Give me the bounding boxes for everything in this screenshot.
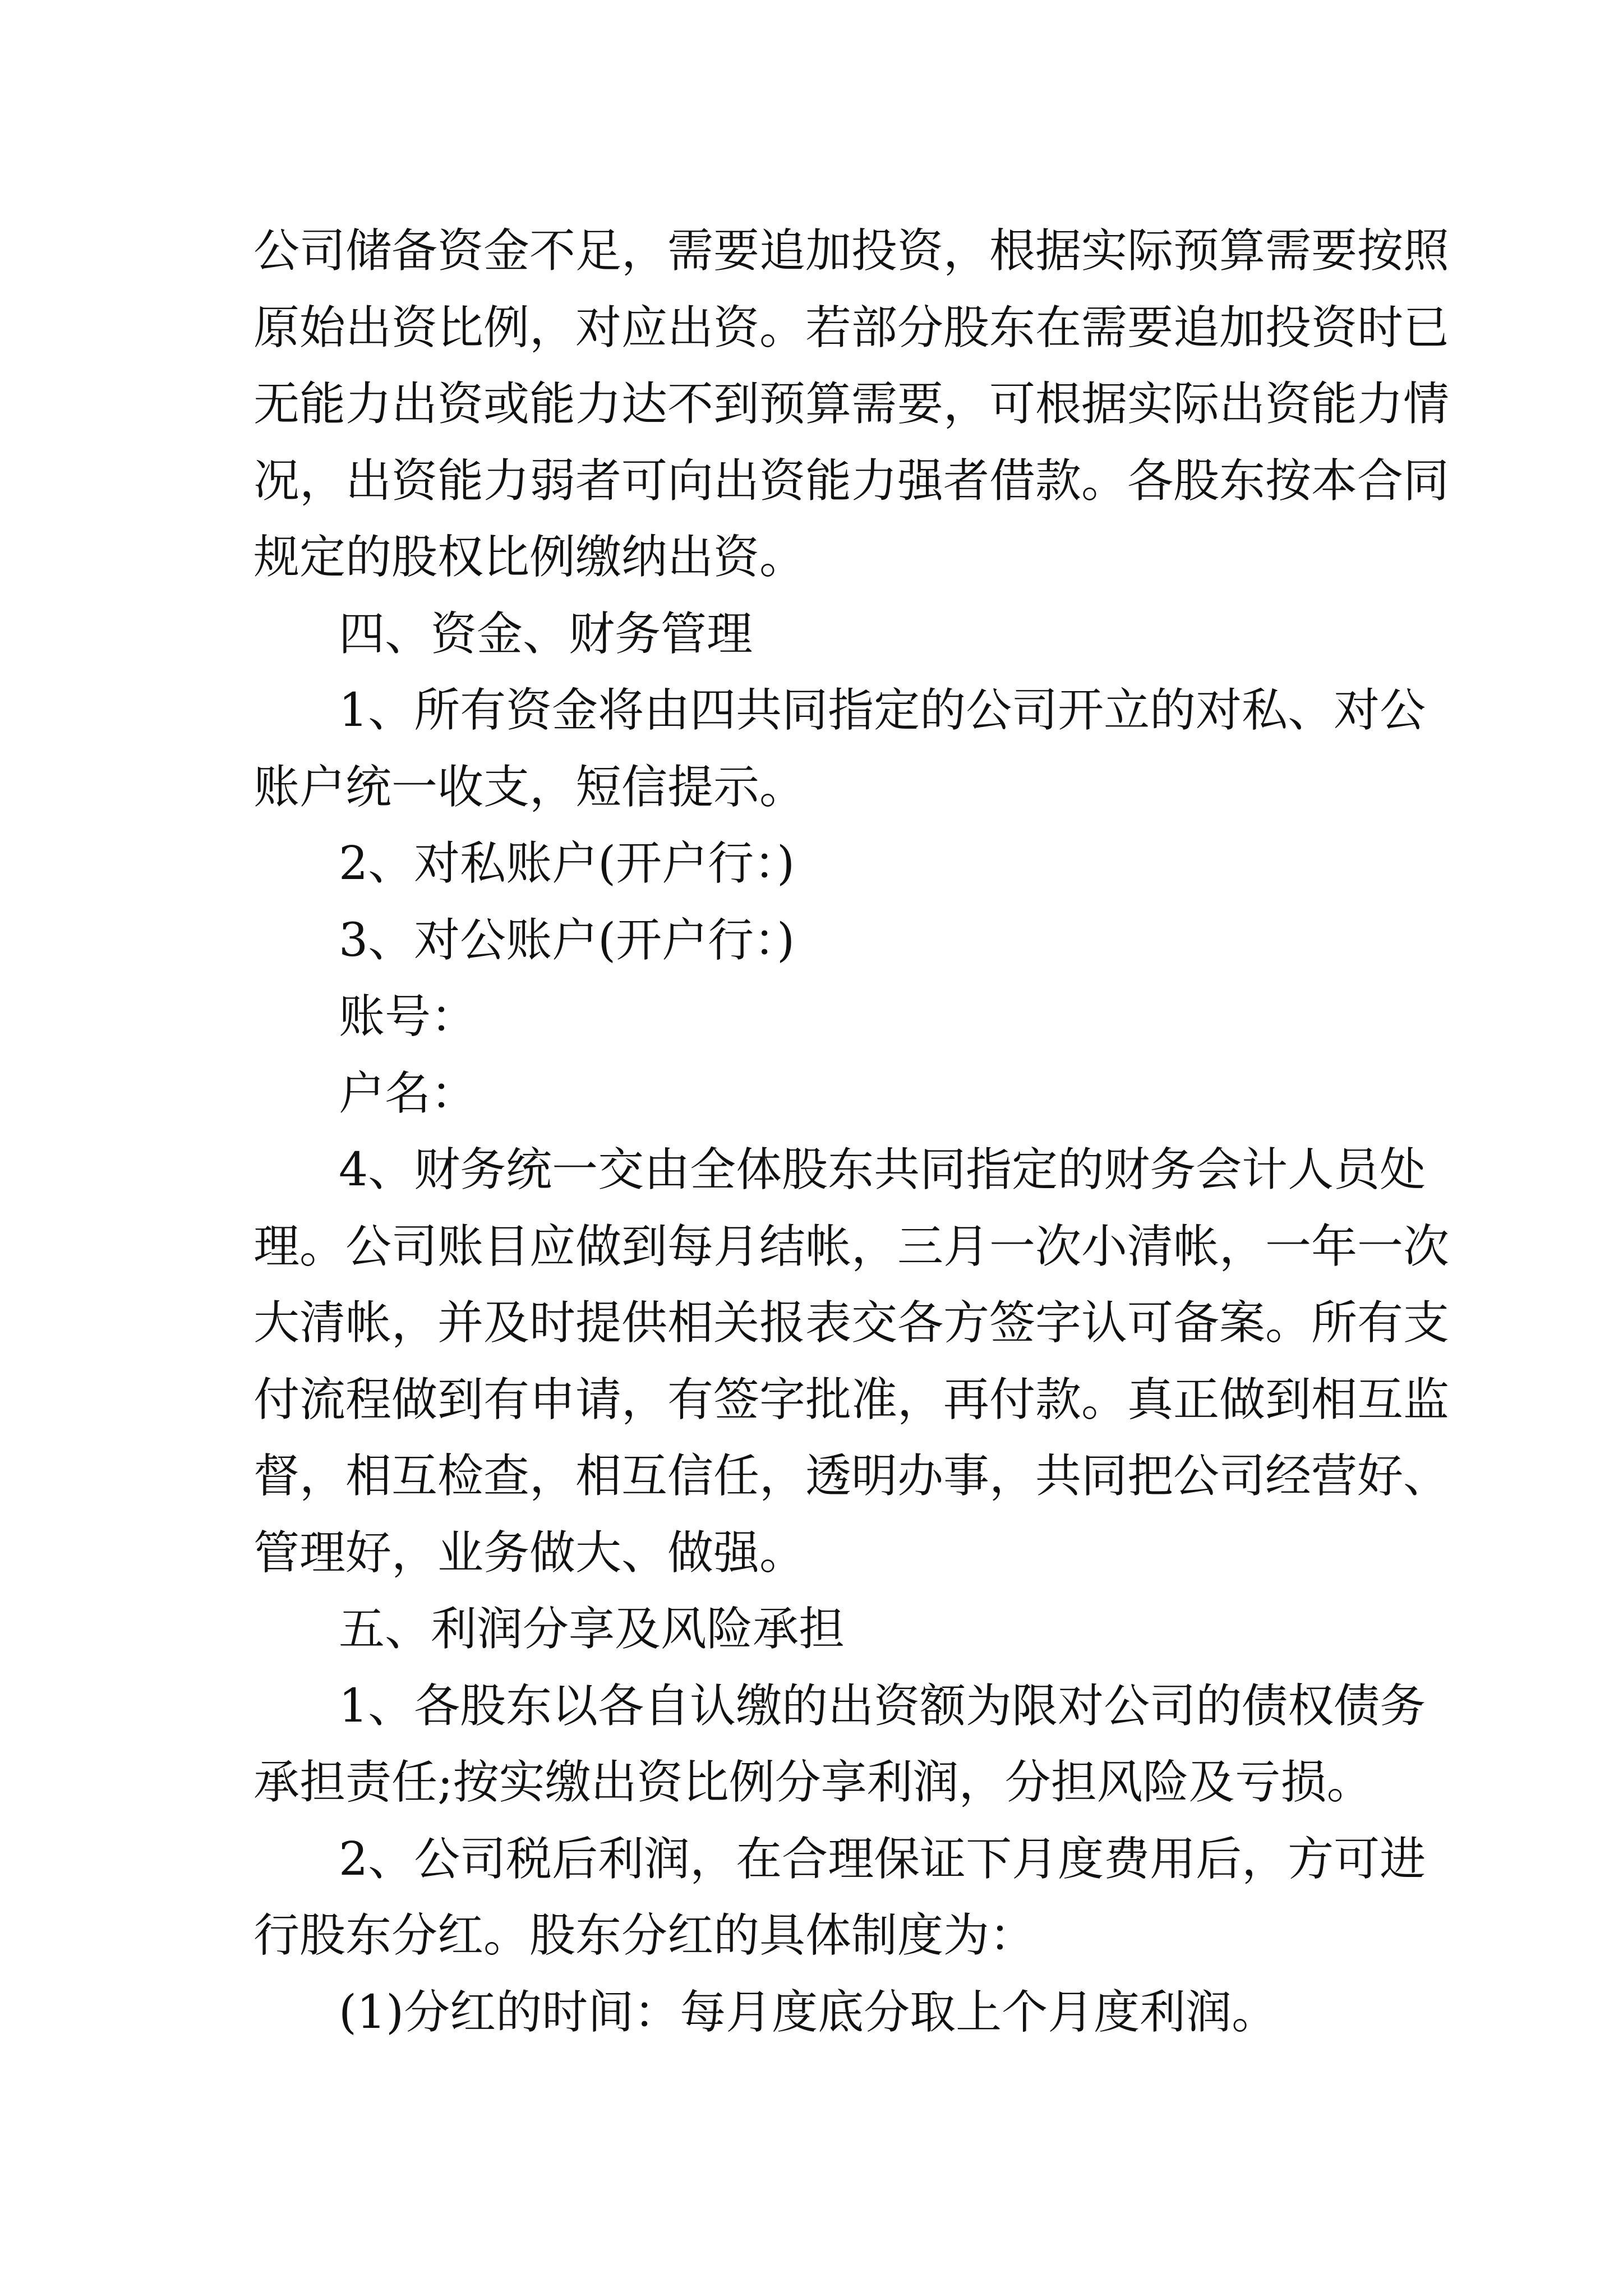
body-line: 1、各股东以各自认缴的出资额为限对公司的债权债务 <box>339 1679 1426 1733</box>
body-line: 理。公司账目应做到每月结帐，三月一次小清帐，一年一次 <box>253 1220 1450 1273</box>
body-line: 4、财务统一交由全体股东共同指定的财务会计人员处 <box>339 1143 1426 1197</box>
section-heading: 四、资金、财务管理 <box>339 607 753 661</box>
body-line: 督，相互检查，相互信任，透明办事，共同把公司经营好、 <box>253 1450 1450 1503</box>
body-line: 2、公司税后利润，在合理保证下月度费用后，方可进 <box>339 1832 1426 1886</box>
account-number-label: 账号： <box>339 990 477 1043</box>
body-line: 况，出资能力弱者可向出资能力强者借款。各股东按本合同 <box>253 454 1450 508</box>
body-line: (1)分红的时间：每月度底分取上个月度利润。 <box>339 1985 1278 2039</box>
body-line: 2、对私账户(开户行：) <box>339 837 795 890</box>
body-line: 账户统一收支，短信提示。 <box>253 760 806 814</box>
body-line: 付流程做到有申请，有签字批准，再付款。真正做到相互监 <box>253 1373 1450 1427</box>
document-body <box>253 213 1450 2051</box>
body-line: 承担责任;按实缴出资比例分享利润，分担风险及亏损。 <box>253 1756 1373 1809</box>
section-heading: 五、利润分享及风险承担 <box>339 1603 845 1656</box>
body-line: 无能力出资或能力达不到预算需要，可根据实际出资能力情 <box>253 378 1450 431</box>
body-line: 行股东分红。股东分红的具体制度为： <box>253 1909 1036 1962</box>
body-line: 公司储备资金不足，需要追加投资，根据实际预算需要按照 <box>253 224 1450 278</box>
body-line: 大清帐，并及时提供相关报表交各方签字认可备案。所有支 <box>253 1296 1450 1350</box>
body-line: 原始出资比例，对应出资。若部分股东在需要追加投资时已 <box>253 301 1450 355</box>
body-line: 1、所有资金将由四共同指定的公司开立的对私、对公 <box>339 684 1426 737</box>
account-name-label: 户名： <box>339 1066 477 1120</box>
body-line: 3、对公账户(开户行：) <box>339 913 795 967</box>
body-line: 规定的股权比例缴纳出资。 <box>253 531 806 584</box>
body-line: 管理好，业务做大、做强。 <box>253 1526 806 1580</box>
